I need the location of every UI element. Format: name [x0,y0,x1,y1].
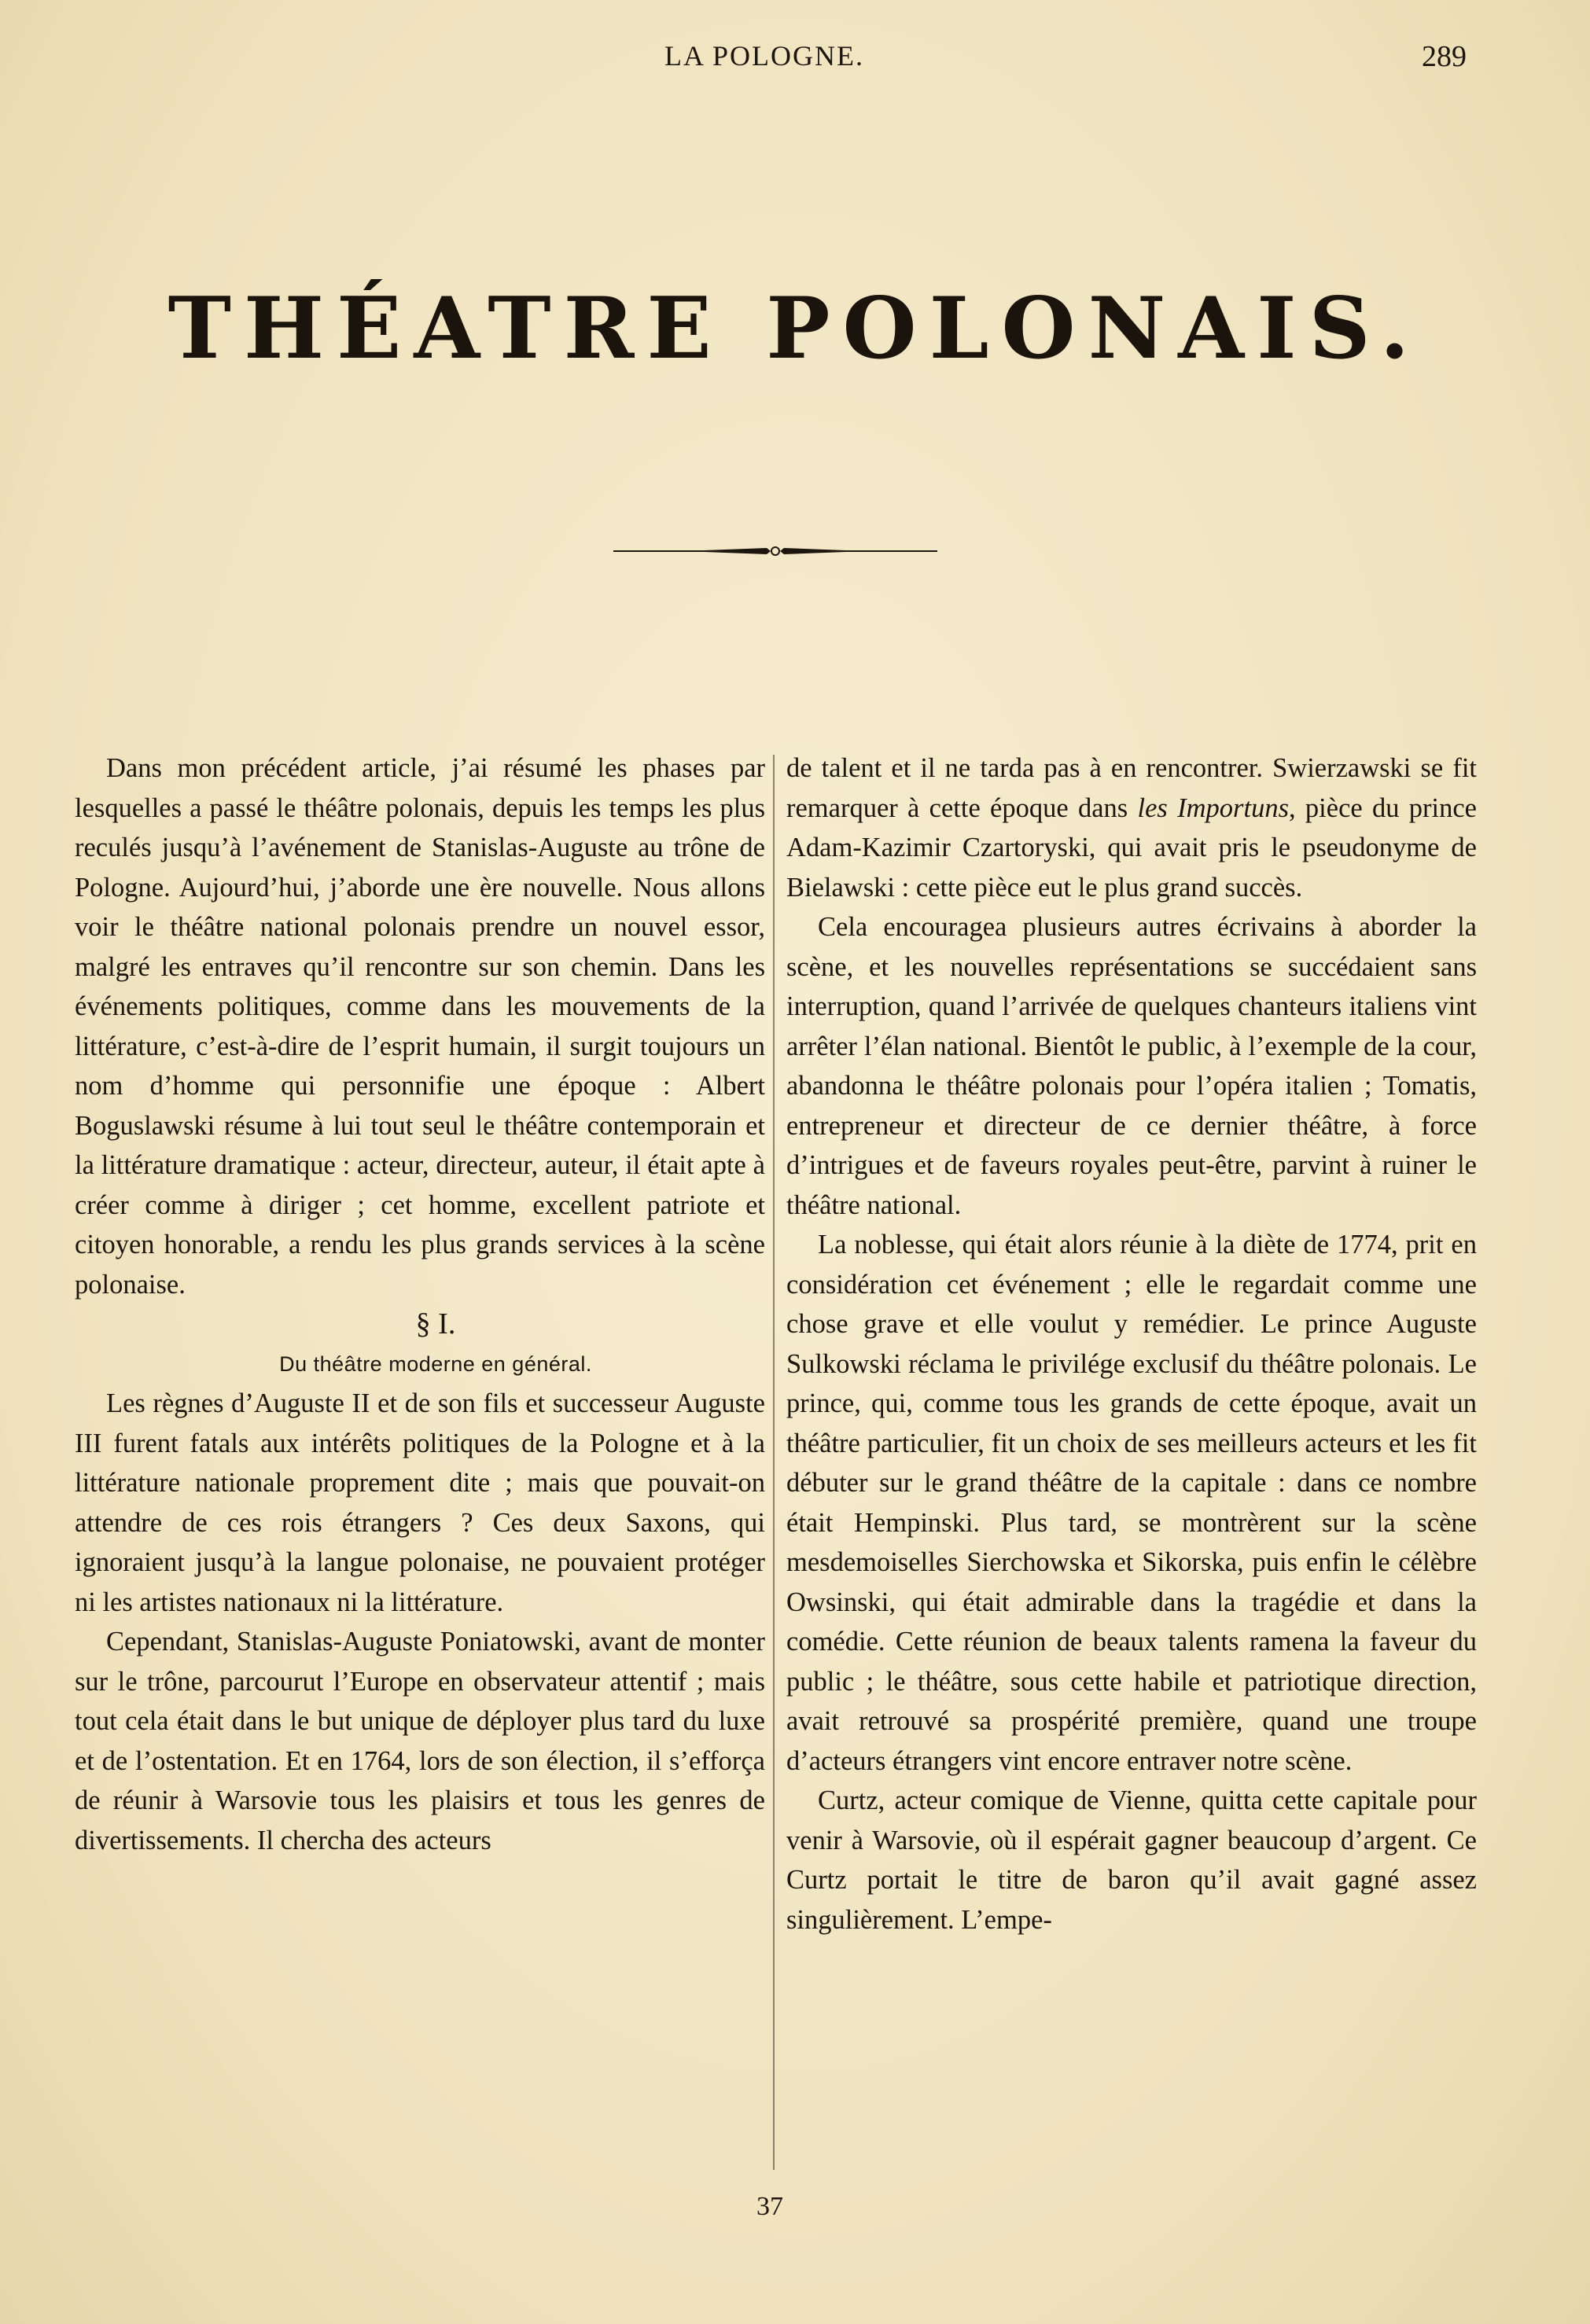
column-divider [773,755,775,2170]
intro-paragraph: Dans mon précédent article, j’ai résumé les phases par lesquelles a passé le théâtre polonais, depuis les temps les plus reculés jusqu’à l’avénement de Stanislas-Auguste au trône de Pologne. Aujourd’hui, j’aborde une ère nouvelle. Nous allons voir le théâtre national polonais prendre un nouvel essor, malgré les entraves qu’il rencontre sur son chemin. Dans les événements politiques, comme dans les mouvements de la littérature, c’est-à-dire de l’esprit humain, il surgit toujours un nom d’homme qui personnifie une époque : Albert Boguslawski résume à lui tout seul le théâtre contemporain et la littérature dramatique : acteur, directeur, auteur, il était apte à créer comme à diriger ; cet homme, excellent patriote et citoyen honorable, a rendu les plus grands services à la scène polonaise. [75,753,765,1300]
page-number: 289 [1422,40,1467,73]
section-number: § I. [415,1307,456,1340]
signature-mark: 37 [756,2192,783,2221]
text-run: de talent et il ne tarda pas à en rencontrer. Swierzawski se fit remarquer à cette époque dans [786,753,1477,823]
paragraph: Les règnes d’Auguste II et de son fils et successeur Auguste III furent fatals aux intérêts politiques de la Pologne et à la littérature nationale proprement dite ; mais que pouvait-on attendre de ces rois étrangers ? Ces deux Saxons, qui ignoraient jusqu’à la langue polonaise, ne pouvaient protéger ni les artistes nationaux ni la littérature. [75,1388,765,1617]
paragraph: Curtz, acteur comique de Vienne, quitta cette capitale pour venir à Warsovie, où il espérait gagner beaucoup d’argent. Ce Curtz portait le titre de baron qu’il avait gagné assez singulièrement. L’empe- [786,1785,1477,1935]
text-run: , pièce du prince Adam-Kazimir Czartoryski, qui avait pris le pseudonyme de Bielawski : cette pièce eut le plus grand succès. [786,792,1477,903]
article-title: THÉATRE POLONAIS. [167,279,1423,378]
italic-play-title: les Importuns [1137,792,1289,823]
paragraph: Cependant, Stanislas-Auguste Poniatowski, avant de monter sur le trône, parcourut l’Europe en observateur attentif ; mais tout cela était dans le but unique de déployer plus tard du luxe et de l’ostentation. Et en 1764, lors de son élection, il s’efforça de réunir à Warsovie tous les plaisirs et tous les genres de divertissements. Il chercha des acteurs [75,1627,765,1855]
left-column [75,748,765,1860]
paragraph: Cela encouragea plusieurs autres écrivains à aborder la scène, et les nouvelles représentations se succédaient sans interruption, quand l’arrivée de quelques chanteurs italiens vint arrêter l’élan national. Bientôt le public, à l’exemple de la cour, abandonna le théâtre polonais pour l’opéra italien ; Tomatis, entrepreneur et directeur de ce dernier théâtre, à force d’intrigues et de faveurs royales peut-être, parvint à ruiner le théâtre national. [786,912,1477,1220]
section-title: Du théâtre moderne en général. [279,1351,592,1376]
right-column [786,748,1477,1940]
paragraph: La noblesse, qui était alors réunie à la diète de 1774, prit en considération cet événement ; elle le regardait comme une chose grave et elle voulut y remédier. Le prince Auguste Sulkowski réclama le privilége exclusif du théâtre polonais. Le prince, qui, comme tous les grands de cette époque, avait un théâtre particulier, fit un choix de ses meilleurs acteurs et les fit débuter sur le grand théâtre de la capitale : dans ce nombre était Hempinski. Plus tard, se montrèrent sur la scène mesdemoiselles Sierchowska et Sikorska, puis enfin le célèbre Owsinski, qui était admirable dans la tragédie et dans la comédie. Cette réunion de beaux talents ramena la faveur du public ; le théâtre, sous cette habile et patriotique direction, avait retrouvé sa prospérité première, quand une troupe d’acteurs étrangers vint encore entraver notre scène. [786,1230,1477,1776]
decorative-rule-ornament [613,541,937,561]
running-head: LA POLOGNE. [664,40,864,72]
continued-paragraph [786,748,1477,907]
